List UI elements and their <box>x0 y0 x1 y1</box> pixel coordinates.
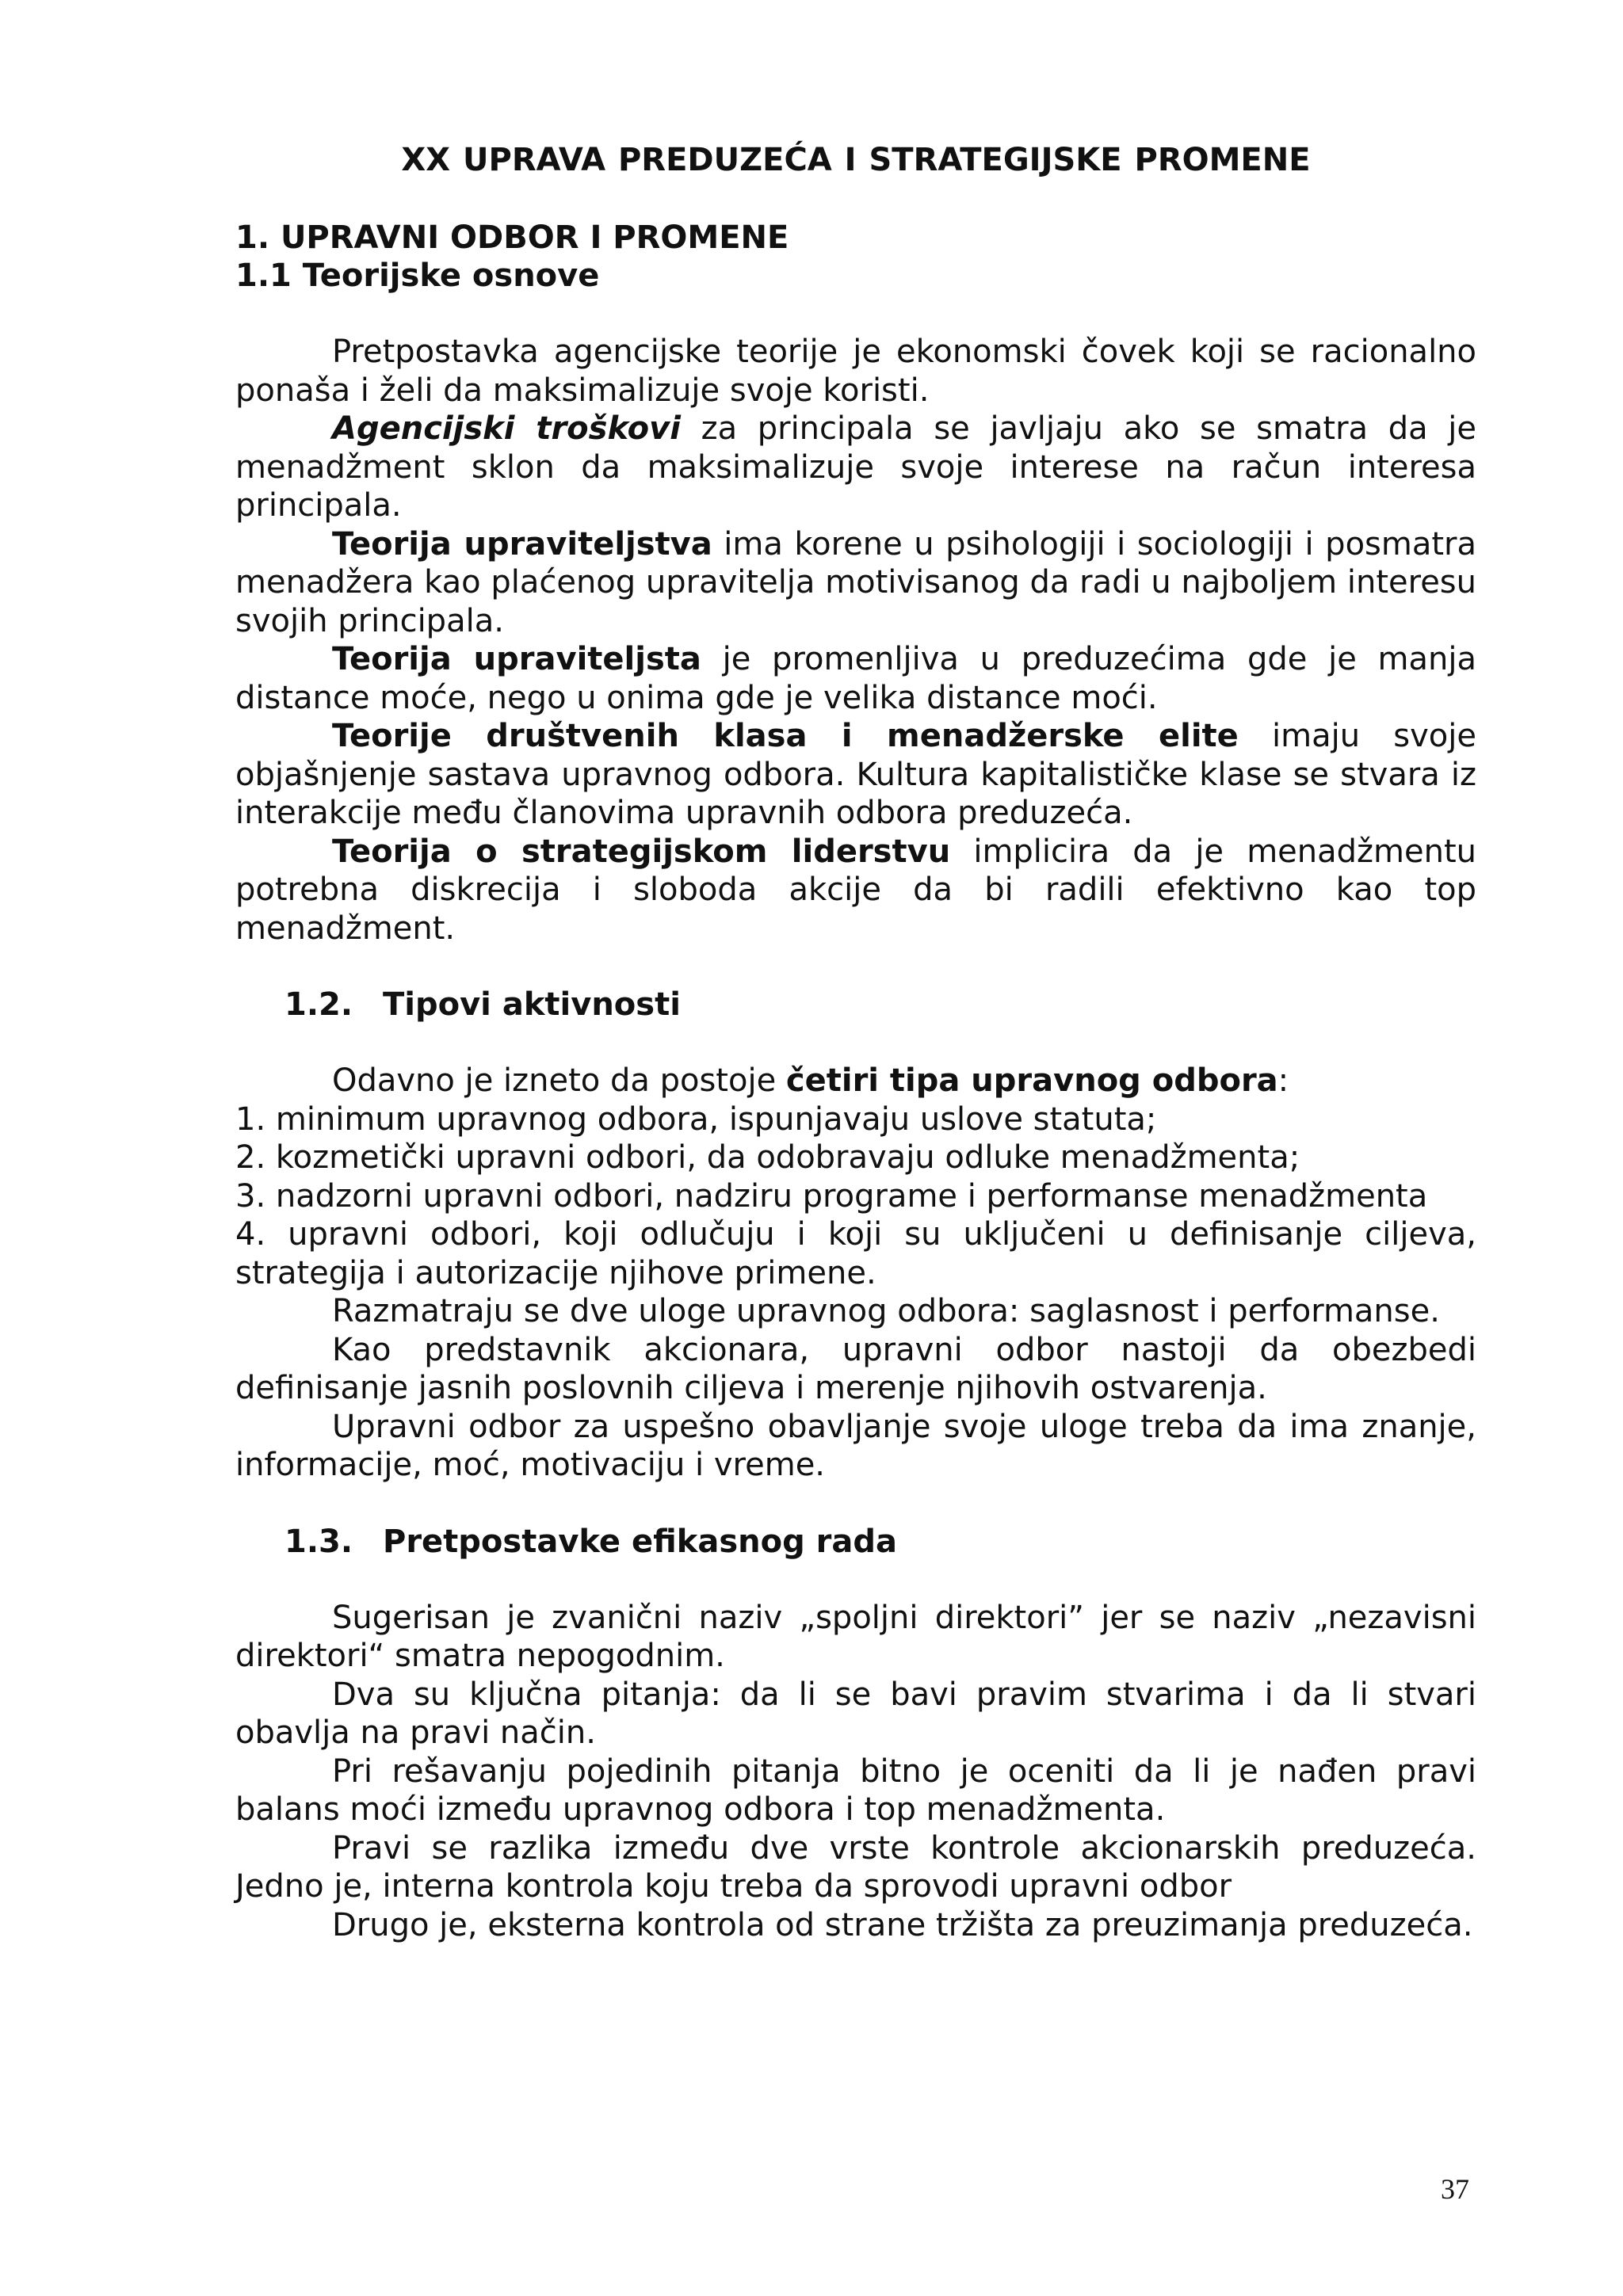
term-bold: četiri tipa upravnog odbora <box>785 1062 1278 1099</box>
term-bold: Teorija upraviteljstva <box>332 525 712 563</box>
paragraph: Drugo je, eksterna kontrola od strane tržišta za preuzimanja preduzeća. <box>332 1906 1473 1943</box>
paragraph: Kao predstavnik akcionara, upravni odbor nastoji da obezbedi definisanje jasnih poslovnih ciljeva i merenje njihovih ostvarenja. <box>235 1331 1476 1406</box>
paragraph <box>235 410 1476 525</box>
term-bold: Teorija upraviteljsta <box>332 641 701 677</box>
paragraph: Pri rešavanju pojedinih pitanja bitno je oceniti da li je nađen pravi balans moći između upravnog odbora i top menadžmenta. <box>235 1753 1476 1828</box>
paragraph-text: ima korene u psihologiji i sociologiji i posmatra menadžera kao plaćenog upravitelja motivisanog da radi u najboljem interesu svojih principala. <box>235 525 1476 639</box>
paragraph-text: je promenljiva u preduzećima gde je manja distance moće, nego u onima gde je velika distance moći. <box>235 641 1476 716</box>
subsection-number: 1.3. <box>285 1523 353 1560</box>
paragraph-text: Odavno je izneto da postoje <box>332 1062 786 1099</box>
list-item: 4. upravni odbori, koji odlučuju i koji su uključeni u definisanje ciljeva, strategija i autorizacije njihove primene. <box>235 1216 1476 1291</box>
page-number: 37 <box>1441 2173 1469 2205</box>
document-page <box>235 141 1476 1944</box>
paragraph <box>235 1062 1476 1100</box>
term-bold: Teorije društvenih klasa i menadžerske elite <box>332 718 1239 754</box>
paragraph: Pravi se razlika između dve vrste kontrole akcionarskih preduzeća. Jedno je, interna kontrola koju treba da sprovodi upravni odbor <box>235 1829 1476 1905</box>
list-item: 3. nadzorni upravni odbori, nadziru programe i performanse menadžmenta <box>235 1177 1428 1215</box>
term-bold: Teorija o strategijskom liderstvu <box>332 833 951 870</box>
paragraph <box>235 833 1476 948</box>
subsection-title: Tipovi aktivnosti <box>383 986 681 1023</box>
list-item: 1. minimum upravnog odbora, ispunjavaju uslove statuta; <box>235 1100 1157 1138</box>
subsection-heading <box>285 1523 1476 1561</box>
list-item: 2. kozmetički upravni odbori, da odobravaju odluke menadžmenta; <box>235 1139 1300 1176</box>
paragraph: Dva su ključna pitanja: da li se bavi pravim stvarima i da li stvari obavlja na pravi način. <box>235 1676 1476 1751</box>
paragraph: Upravni odbor za uspešno obavljanje svoje uloge treba da ima znanje, informacije, moć, motivaciju i vreme. <box>235 1408 1476 1483</box>
subsection-heading: 1.1 Teorijske osnove <box>235 257 600 294</box>
term-bold-italic: Agencijski troškovi <box>332 410 681 447</box>
paragraph <box>235 640 1476 717</box>
paragraph-text: Pretpostavka agencijske teorije je ekonomski čovek koji se racionalno ponaša i želi da maksimalizuje svoje koristi. <box>235 334 1476 409</box>
paragraph <box>235 717 1476 833</box>
subsection-number: 1.2. <box>285 986 353 1023</box>
chapter-title: XX UPRAVA PREDUZEĆA I STRATEGIJSKE PROMENE <box>401 142 1311 178</box>
paragraph: Razmatraju se dve uloge upravnog odbora: saglasnost i performanse. <box>332 1293 1440 1329</box>
subsection-heading <box>285 986 1476 1024</box>
paragraph: Sugerisan je zvanični naziv „spoljni direktori” jer se naziv „nezavisni direktori“ smatra nepogodnim. <box>235 1599 1476 1674</box>
paragraph <box>235 333 1476 410</box>
section-heading: 1. UPRAVNI ODBOR I PROMENE <box>235 219 789 256</box>
paragraph-text: implicira da je menadžmentu potrebna diskrecija i sloboda akcije da bi radili efektivno kao top menadžment. <box>235 833 1476 947</box>
paragraph-text: imaju svoje objašnjenje sastava upravnog odbora. Kultura kapitalističke klase se stvara iz interakcije među članovima upravnih odbora preduzeća. <box>235 718 1477 831</box>
subsection-title: Pretpostavke efikasnog rada <box>383 1523 898 1560</box>
paragraph <box>235 525 1476 641</box>
paragraph-text: za principala se javljaju ako se smatra da je menadžment sklon da maksimalizuje svoje interese na račun interesa principala. <box>235 410 1477 524</box>
paragraph-text: : <box>1277 1062 1289 1099</box>
